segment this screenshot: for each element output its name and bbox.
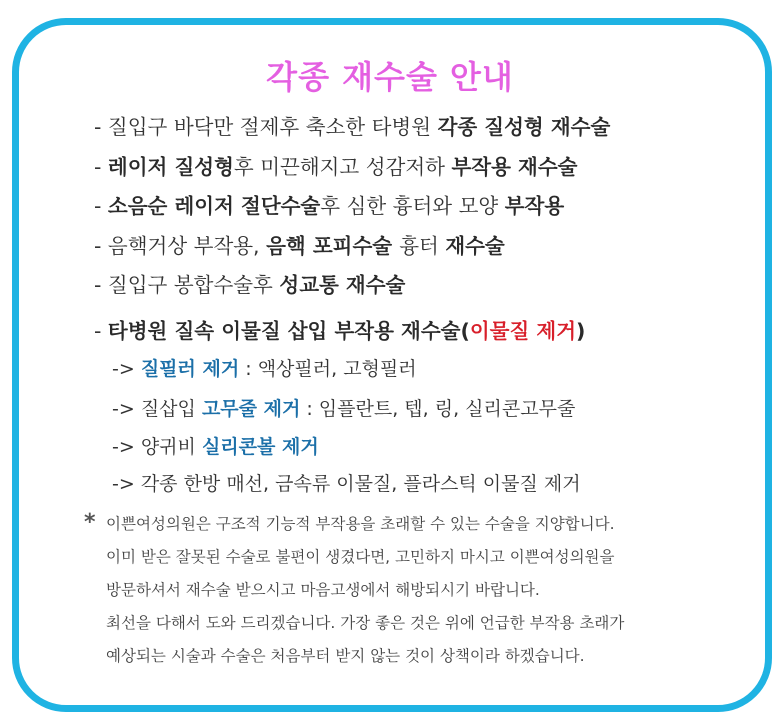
item-text-bold: 레이저 질성형: [107, 155, 234, 179]
list-item: [94, 150, 577, 180]
note-line: 방문하셔서 재수술 받으시고 마음고생에서 해방되시기 바랍니다.: [106, 581, 540, 599]
item-text: 흉터: [399, 234, 446, 258]
list-item: [94, 189, 564, 219]
item-text: 질입구 바닥만 절제후 축소한 타병원: [107, 115, 438, 139]
sub-item-highlight: 질필러 제거: [140, 358, 240, 380]
list-item: [94, 268, 405, 298]
item-text-bold: 음핵 포피수술: [266, 234, 400, 258]
item-text: 후 심한 흉터와 모양: [320, 194, 505, 218]
paren-close: ): [576, 319, 586, 343]
item-prefix: -: [94, 273, 108, 297]
sub-item-text: 질삽입: [140, 398, 202, 420]
item-text: 음핵거상 부작용,: [107, 234, 267, 258]
notes-block: [84, 508, 734, 673]
note-line: 예상되는 시술과 수술은 처음부터 받지 않는 것이 상책이라 하겠습니다.: [106, 647, 585, 665]
arrow: ->: [112, 436, 141, 458]
item-prefix: -: [94, 194, 108, 218]
item-prefix: -: [94, 234, 108, 258]
sub-item-text: 양귀비: [140, 436, 202, 458]
sub-list-item: [112, 354, 417, 381]
arrow: ->: [112, 398, 141, 420]
item-text-bold: 부작용 재수술: [451, 155, 578, 179]
arrow: ->: [112, 473, 141, 495]
sub-list-item: [112, 394, 575, 421]
sub-item-text: : 액상필러, 고형필러: [239, 358, 417, 380]
asterisk-icon: *: [84, 510, 96, 535]
item-text-bold: 타병원 질속 이물질 삽입 부작용 재수술: [107, 319, 461, 343]
list-item: [94, 229, 505, 259]
item-prefix: -: [94, 115, 108, 139]
item-text: 질입구 봉합수술후: [107, 273, 280, 297]
sub-item-text: 각종 한방 매선, 금속류 이물질, 플라스틱 이물질 제거: [140, 473, 581, 495]
item-text: 후 미끈해지고 성감저하: [233, 155, 452, 179]
page-title: 각종 재수술 안내: [266, 58, 514, 96]
item-text-bold: 소음순 레이저 절단수술: [107, 194, 321, 218]
paren-open: (: [460, 319, 470, 343]
sub-item-highlight: 실리콘볼 제거: [201, 436, 319, 458]
item-text-bold: 재수술: [445, 234, 505, 258]
item-prefix: -: [94, 155, 108, 179]
sub-item-highlight: 고무줄 제거: [201, 398, 301, 420]
sub-list-item: [112, 469, 581, 496]
note-line: 최선을 다해서 도와 드리겠습니다. 가장 좋은 것은 위에 언급한 부작용 초래가: [106, 614, 625, 632]
item-text-red: 이물질 제거: [469, 319, 576, 343]
item-prefix: -: [94, 319, 108, 343]
list-item: [94, 110, 610, 140]
arrow: ->: [112, 358, 141, 380]
sub-list-item: [112, 432, 319, 459]
item-text-bold: 부작용: [504, 194, 565, 218]
note-line: 이쁜여성의원은 구조적 기능적 부작용을 초래할 수 있는 수술을 지양합니다.: [106, 515, 615, 533]
list-item: [94, 314, 585, 344]
sub-item-text: : 임플란트, 텝, 링, 실리콘고무줄: [300, 398, 576, 420]
item-text-bold: 각종 질성형 재수술: [437, 115, 611, 139]
note-line: 이미 받은 잘못된 수술로 불편이 생겼다면, 고민하지 마시고 이쁜여성의원을: [106, 548, 615, 566]
item-text-bold: 성교통 재수술: [279, 273, 406, 297]
